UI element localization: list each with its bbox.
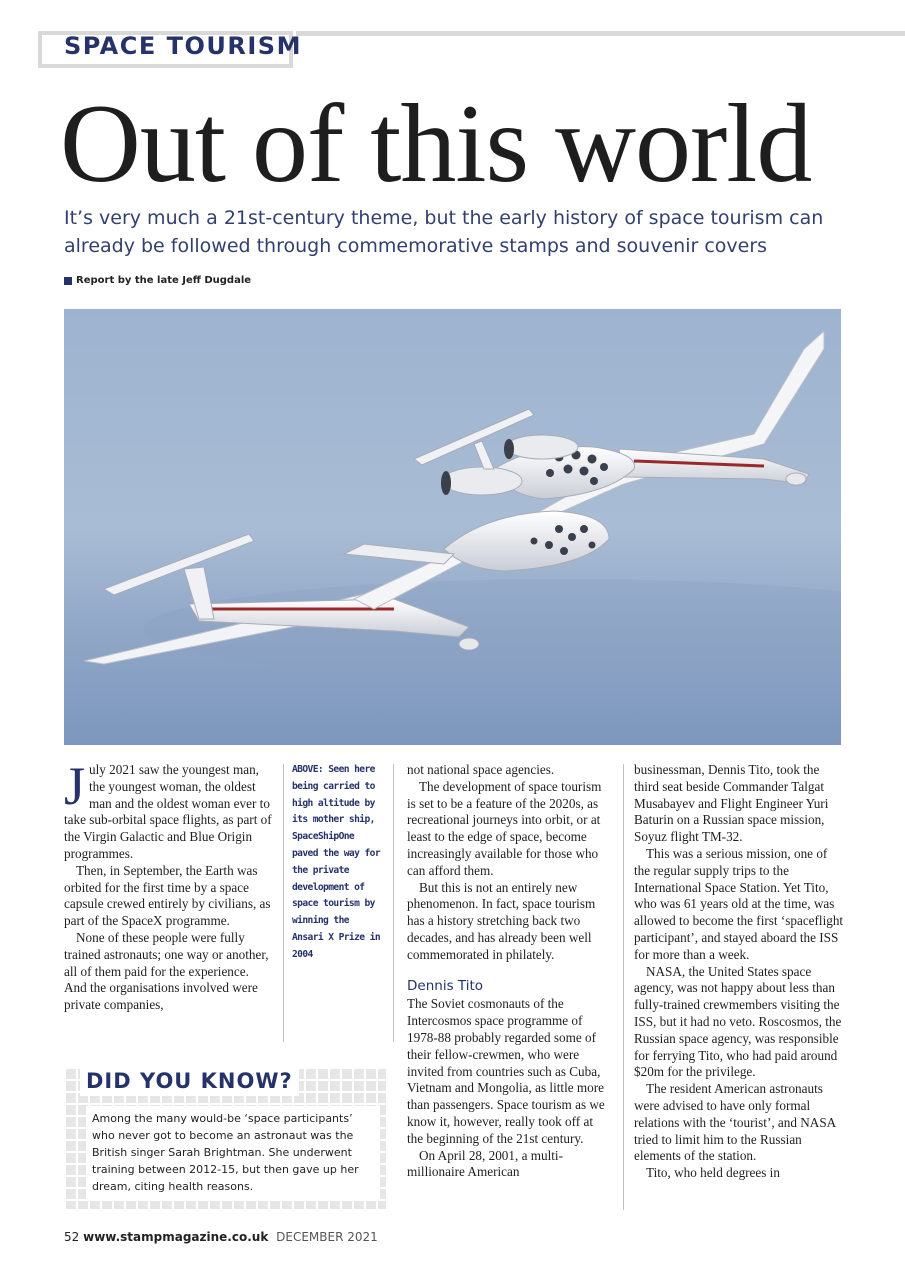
did-you-know-title: DID YOU KNOW? [80,1066,299,1096]
paragraph: The development of space tourism is set to be a feature of the 2020s, as recreational journeys into orbit, or at least to the edge of space, become increasingly available for those who can afford them. [407,778,602,878]
headline: Out of this world [60,82,812,206]
body-column-1 [64,756,274,1014]
byline-marker [64,277,72,285]
page-number: 52 [64,1230,80,1244]
footer-url[interactable]: www.stampmagazine.co.uk [83,1230,269,1244]
photo-caption: ABOVE: Seen here being carried to high altitude by its mother ship, SpaceShipOne paved the way for the private development of space tourism by winning the Ansari X Prize in 2004 [292,764,380,960]
drop-cap: J [64,756,86,816]
page-footer [64,1230,378,1244]
paragraph: This was a serious mission, one of the regular supply trips to the International Space Station. Yet Tito, who was 61 years old at the time, was allowed to become the first ‘spaceflight participant’, and stayed aboard the ISS for more than a week. [634,845,844,962]
paragraph: Tito, who held degrees in [646,1165,780,1181]
section-label: SPACE TOURISM [64,32,302,60]
column-divider [623,764,624,1210]
sky-background [64,309,841,745]
body-column-4 [634,762,844,1182]
paragraph: not national space agencies. [407,762,555,777]
paragraph: But this is not an entirely new phenomenon. In fact, space tourism has a history stretching back two decades, and has already been well commemorated in philately. [407,879,596,962]
paragraph: None of these people were fully trained astronauts; one way or another, all of them paid for the experience. And the organisations involved were private companies, [64,929,269,1013]
did-you-know-text: Among the many would-be ‘space participants’ who never got to become an astronaut was the British singer Sarah Brightman. She underwent training between 2012-15, but then gave up her dream, citing health reasons. [86,1106,380,1199]
body-column-3 [407,762,612,1181]
paragraph: Then, in September, the Earth was orbited for the first time by a space capsule crewed entirely by civilians, as part of the SpaceX programme. [64,862,271,929]
column-divider [283,764,284,1042]
paragraph: NASA, the United States space agency, was not happy about less than fully-trained crewmembers visiting the ISS, but it had no veto. Roscosmos, the Russian space agency, was responsible for ferrying Tito, who had paid around $20m for the privilege. [634,963,842,1080]
paragraph: uly 2021 saw the youngest man, the youngest woman, the oldest man and the oldest woman ever to take sub-orbital space flights, as part of the Virgin Galactic and Blue Origin programmes. [64,762,272,861]
column-divider [393,764,394,1042]
byline-text: Report by the late Jeff Dugdale [76,275,252,286]
paragraph: businessman, Dennis Tito, took the third seat beside Commander Talgat Musabayev and Flight Engineer Yuri Baturin on a Russian space mission, Soyuz flight TM-32. [634,762,829,845]
paragraph: On April 28, 2001, a multi-millionaire American [407,1147,563,1180]
paragraph: The Soviet cosmonauts of the Intercosmos space programme of 1978-88 probably regarded some of their fellow-crewmen, who were invited from countries such as Cuba, Vietnam and Mongolia, as little more than passengers. Space tourism as we know it, however, really took off at the beginning of the 21st century. [407,996,605,1146]
paragraph: The resident American astronauts were advised to have only formal relations with the ‘tourist’, and NASA tried to limit him to the Russian elements of the station. [634,1081,836,1164]
byline [64,275,251,286]
footer-issue: DECEMBER 2021 [276,1230,378,1244]
subhead: Dennis Tito [407,977,484,994]
standfirst: It’s very much a 21st-century theme, but the early history of space tourism can already be followed through commemorative stamps and souvenir covers [64,207,824,257]
header-rule [296,31,905,36]
aircraft-photo [64,309,841,745]
